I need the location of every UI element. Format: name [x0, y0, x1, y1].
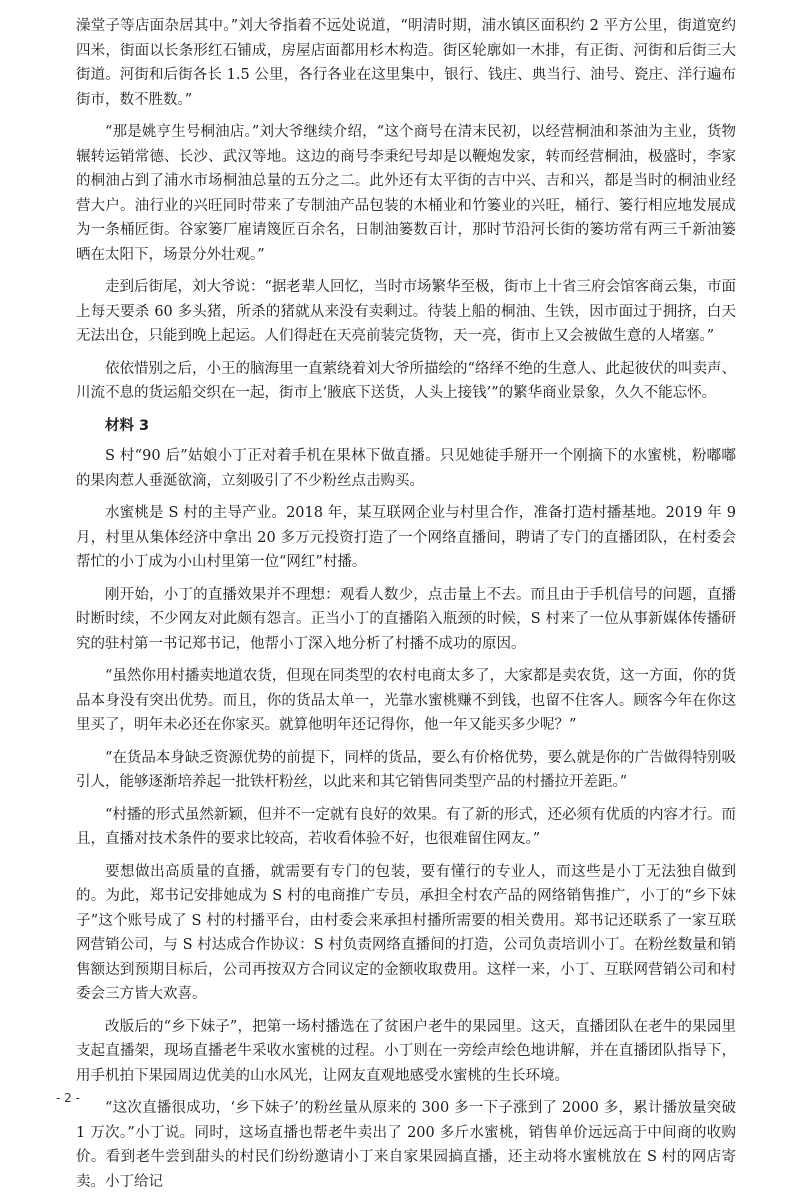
- paragraph: “这次直播很成功，‘乡下妹子’的粉丝量从原来的 300 多一下子涨到了 2000 多，累计播放量突破 1 万次。”小丁说。同时，这场直播也帮老牛卖出了 200 多斤水蜜桃，销售单价远远高于中间商的收购价。看到老牛尝到甜头的村民们纷纷邀请小丁来自家果园搞直播，还主动将水蜜桃放在 S 村的网店寄卖。小丁给记: [76, 1100, 736, 1190]
- paragraph: 水蜜桃是 S 村的主导产业。2018 年，某互联网企业与村里合作，准备打造村播基地。2019 年 9 月，村里从集体经济中拿出 20 多万元投资打造了一个网络直播间，聘请了专门的直播团队，在村委会帮忙的小丁成为小山村里第一位“网红”村播。: [76, 505, 736, 570]
- paragraph: 依依惜别之后，小王的脑海里一直萦绕着刘大爷所描绘的“络绎不绝的生意人、此起彼伏的叫卖声、川流不息的货运船交织在一起，街市上‘腋底下送货，人头上接钱’”的繁华商业景象，久久不能忘怀。: [76, 360, 736, 401]
- paragraph: “那是姚亨生号桐油店。”刘大爷继续介绍，“这个商号在清末民初，以经营桐油和茶油为主业，货物辗转运销常德、长沙、武汉等地。这边的商号李秉纪号却是以鞭炮发家，转而经营桐油，极盛时，李家的桐油占到了浦水市场桐油总量的五分之二。此外还有太平街的吉中兴、吉和兴，都是当时的桐油业经营大户。油行业的兴旺同时带来了专制油产品包装的木桶业和竹篓业的兴旺，桶行、篓行相应地发展成为一条桶匠街。谷家篓厂雇请篾匠百余名，日制油篓数百计，那时节沿河长街的篓坊常有两三千新油篓晒在太阳下，场景分外壮观。”: [76, 124, 736, 263]
- section-heading: 材料 3: [105, 417, 150, 434]
- paragraph: 走到后街尾，刘大爷说：“据老辈人回忆，当时市场繁华至极，街市上十省三府会馆客商云集，市面上每天要杀 60 多头猪，所杀的猪就从来没有卖剩过。待装上船的桐油、生铁，因市面过于拥挤，白天无法出仓，只能到晚上起运。人们得赶在天亮前装完货物，天一亮，街市上又会被做生意的人堵塞。”: [76, 279, 736, 344]
- paragraph: “在货品本身缺乏资源优势的前提下，同样的货品，要么有价格优势，要么就是你的广告做得特别吸引人，能够逐渐培养起一批铁杆粉丝，以此来和其它销售同类型产品的村播拉开差距。”: [76, 749, 736, 790]
- paragraph: 刚开始，小丁的直播效果并不理想：观看人数少，点击量上不去。而且由于手机信号的问题，直播时断时续，不少网友对此颇有怨言。正当小丁的直播陷入瓶颈的时候，S 村来了一位从事新媒体传播研究的驻村第一书记郑书记，他帮小丁深入地分析了村播不成功的原因。: [76, 586, 736, 652]
- paragraph: 澡堂子等店面杂居其中。”刘大爷指着不远处说道，“明清时期，浦水镇区面积约 2 平方公里，街道宽约四米，街面以长条形红石铺成，房屋店面都用杉木构造。街区轮廓如一木排，有正街、河街和后街三大街道。河街和后街各长 1.5 公里，各行各业在这里集中，银行、钱庄、典当行、油号、瓷庄、洋行遍布街市，数不胜数。”: [76, 18, 736, 108]
- paragraph: “虽然你用村播卖地道农货，但现在同类型的农村电商太多了，大家都是卖农货，这一方面，你的货品本身没有突出优势。而且，你的货品太单一，光靠水蜜桃赚不到钱，也留不住客人。顾客今年在你这里买了，明年未必还在你家买。就算他明年还记得你，他一年又能买多少呢？”: [76, 668, 736, 733]
- paragraph: 改版后的“乡下妹子”，把第一场村播选在了贫困户老牛的果园里。这天，直播团队在老牛的果园里支起直播架，现场直播老牛采收水蜜桃的过程。小丁则在一旁绘声绘色地讲解，并在直播团队指导下，用手机拍下果园周边优美的山水风光，让网友直观地感受水蜜桃的生长环境。: [76, 1018, 736, 1084]
- page-number: - 2 -: [56, 1091, 80, 1105]
- paragraph: “村播的形式虽然新颖，但并不一定就有良好的效果。有了新的形式，还必须有优质的内容才行。而且，直播对技术条件的要求比较高，若收看体验不好，也很难留住网友。”: [76, 806, 736, 847]
- paragraph: S 村“90 后”姑娘小丁正对着手机在果林下做直播。只见她徒手掰开一个刚摘下的水蜜桃，粉嘟嘟的果肉惹人垂涎欲滴，立刻吸引了不少粉丝点击购买。: [76, 448, 736, 489]
- document-body: [76, 14, 736, 1202]
- paragraph: 要想做出高质量的直播，就需要有专门的包装，要有懂行的专业人，而这些是小丁无法独自做到的。为此，郑书记安排她成为 S 村的电商推广专员，承担全村农产品的网络销售推广，小丁的“乡下妹子”这个账号成了 S 村的村播平台，由村委会来承担村播所需要的相关费用。郑书记还联系了一家互联网营销公司，与 S 村达成合作协议：S 村负责网络直播间的打造，公司负责培训小丁。在粉丝数量和销售额达到预期目标后，公司再按双方合同议定的金额收取费用。这样一来，小丁、互联网营销公司和村委会三方皆大欢喜。: [76, 863, 736, 1002]
